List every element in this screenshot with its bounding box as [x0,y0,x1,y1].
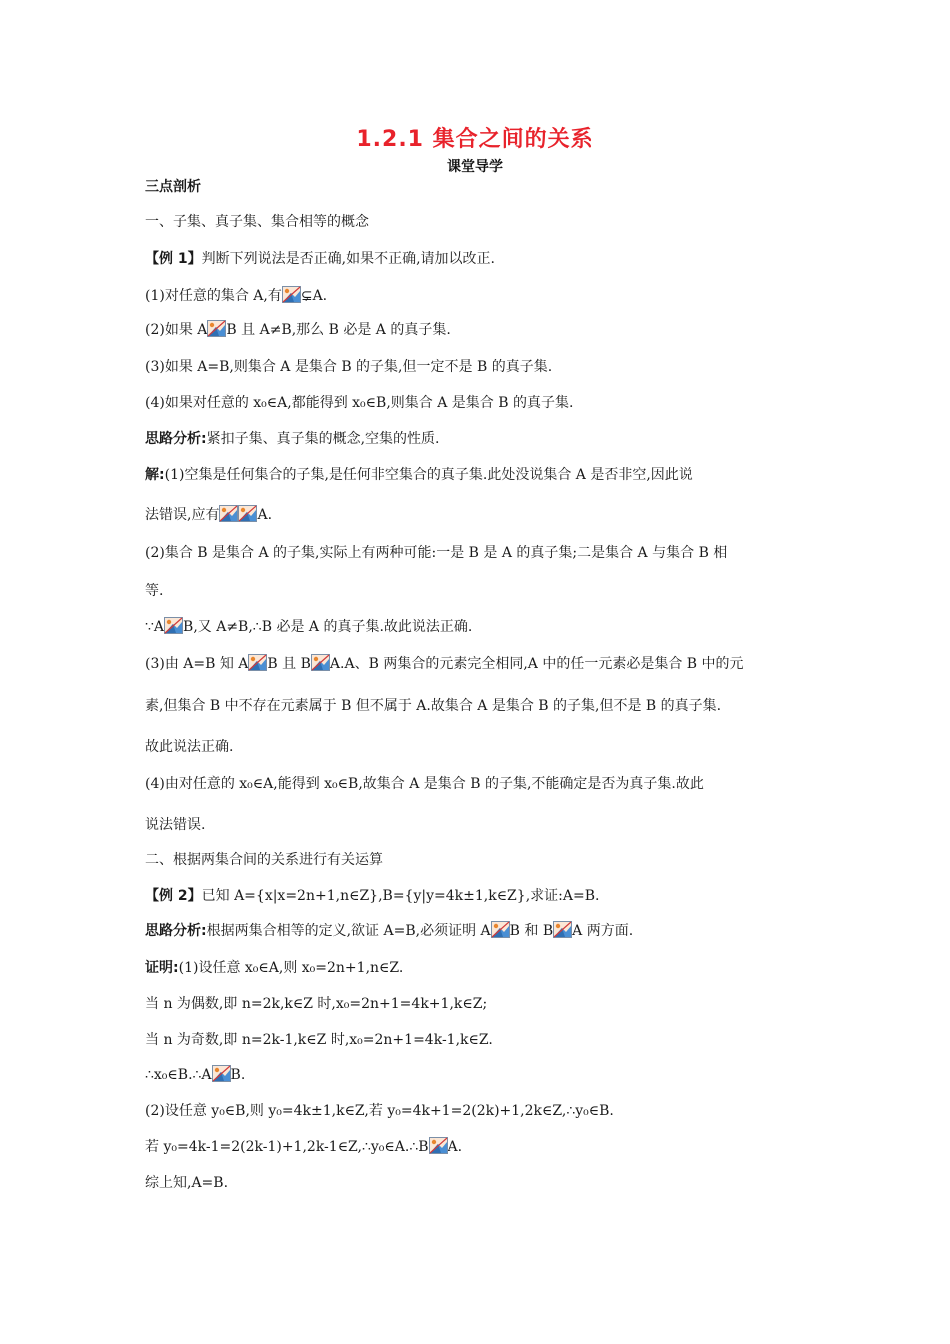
formula-image-icon [311,654,330,671]
analysis-1: 思路分析:紧扣子集、真子集的概念,空集的性质. [145,431,440,447]
solution-2-line-1: (2)集合 B 是集合 A 的子集,实际上有两种可能:一是 B 是 A 的真子集;二是集合 A 与集合 B 相 [145,545,728,561]
topic-heading-2: 二、根据两集合间的关系进行有关运算 [145,852,383,868]
proof-line-2: 当 n 为偶数,即 n=2k,k∈Z 时,x₀=2n+1=4k+1,k∈Z; [145,996,488,1012]
formula-image-icon [282,286,301,303]
formula-image-icon [491,921,510,938]
proof-line-4: ∴x₀∈B.∴A B. [145,1067,246,1083]
page-title: 1.2.1 集合之间的关系 [356,127,594,152]
example-2-prompt: 【例 2】已知 A={x|x=2n+1,n∈Z},B={y|y=4k±1,k∈Z},求证:A=B. [145,888,600,904]
example-1-label: 【例 1】 [145,251,202,267]
proof-line-3: 当 n 为奇数,即 n=2k-1,k∈Z 时,x₀=2n+1=4k-1,k∈Z. [145,1032,493,1048]
formula-image-icon [164,617,183,634]
solution-1-line-1: 解:(1)空集是任何集合的子集,是任何非空集合的真子集.此处没说集合 A 是否非空,因此说 [145,467,693,483]
solution-4-line-2: 说法错误. [145,817,206,833]
formula-image-icon [207,320,226,337]
proof-line-5: (2)设任意 y₀∈B,则 y₀=4k±1,k∈Z,若 y₀=4k+1=2(2k)+1,2k∈Z,∴y₀∈B. [145,1103,614,1119]
formula-image-icon [429,1137,448,1154]
example-2-label: 【例 2】 [145,888,202,904]
question-4: (4)如果对任意的 x₀∈A,都能得到 x₀∈B,则集合 A 是集合 B 的真子集. [145,395,574,411]
solution-4-line-1: (4)由对任意的 x₀∈A,能得到 x₀∈B,故集合 A 是集合 B 的子集,不能确定是否为真子集.故此 [145,776,704,792]
topic-heading-1: 一、子集、真子集、集合相等的概念 [145,214,369,230]
example-1-prompt: 【例 1】判断下列说法是否正确,如果不正确,请加以改正. [145,251,495,267]
question-1: (1)对任意的集合 A,有 ⊊A. [145,288,328,304]
solution-1-line-2: 法错误,应有 A. [145,507,273,523]
proof-conclusion: 综上知,A=B. [145,1175,229,1191]
formula-image-icon [212,1065,231,1082]
proof-line-6: 若 y₀=4k-1=2(2k-1)+1,2k-1∈Z,∴y₀∈A.∴B A. [145,1139,463,1155]
formula-image-icon [248,654,267,671]
solution-3-line-1: (3)由 A=B 知 A B 且 B A.A、B 两集合的元素完全相同,A 中的任一元素必是集合 B 中的元 [145,656,744,672]
formula-image-icon [219,505,238,522]
analysis-2: 思路分析:根据两集合相等的定义,欲证 A=B,必须证明 A B 和 B A 两方面. [145,923,634,939]
page-subtitle: 课堂导学 [447,159,503,175]
proof-line-1: 证明:(1)设任意 x₀∈A,则 x₀=2n+1,n∈Z. [145,960,404,976]
solution-2-line-3: ∵A B,又 A≠B,∴B 必是 A 的真子集.故此说法正确. [145,619,473,635]
section-heading: 三点剖析 [145,179,201,195]
formula-image-icon [238,505,257,522]
question-3: (3)如果 A=B,则集合 A 是集合 B 的子集,但一定不是 B 的真子集. [145,359,553,375]
solution-2-line-2: 等. [145,583,164,599]
solution-3-line-3: 故此说法正确. [145,739,234,755]
solution-3-line-2: 素,但集合 B 中不存在元素属于 B 但不属于 A.故集合 A 是集合 B 的子集,但不是 B 的真子集. [145,698,722,714]
question-2: (2)如果 A B 且 A≠B,那么 B 必是 A 的真子集. [145,322,451,338]
formula-image-icon [553,921,572,938]
